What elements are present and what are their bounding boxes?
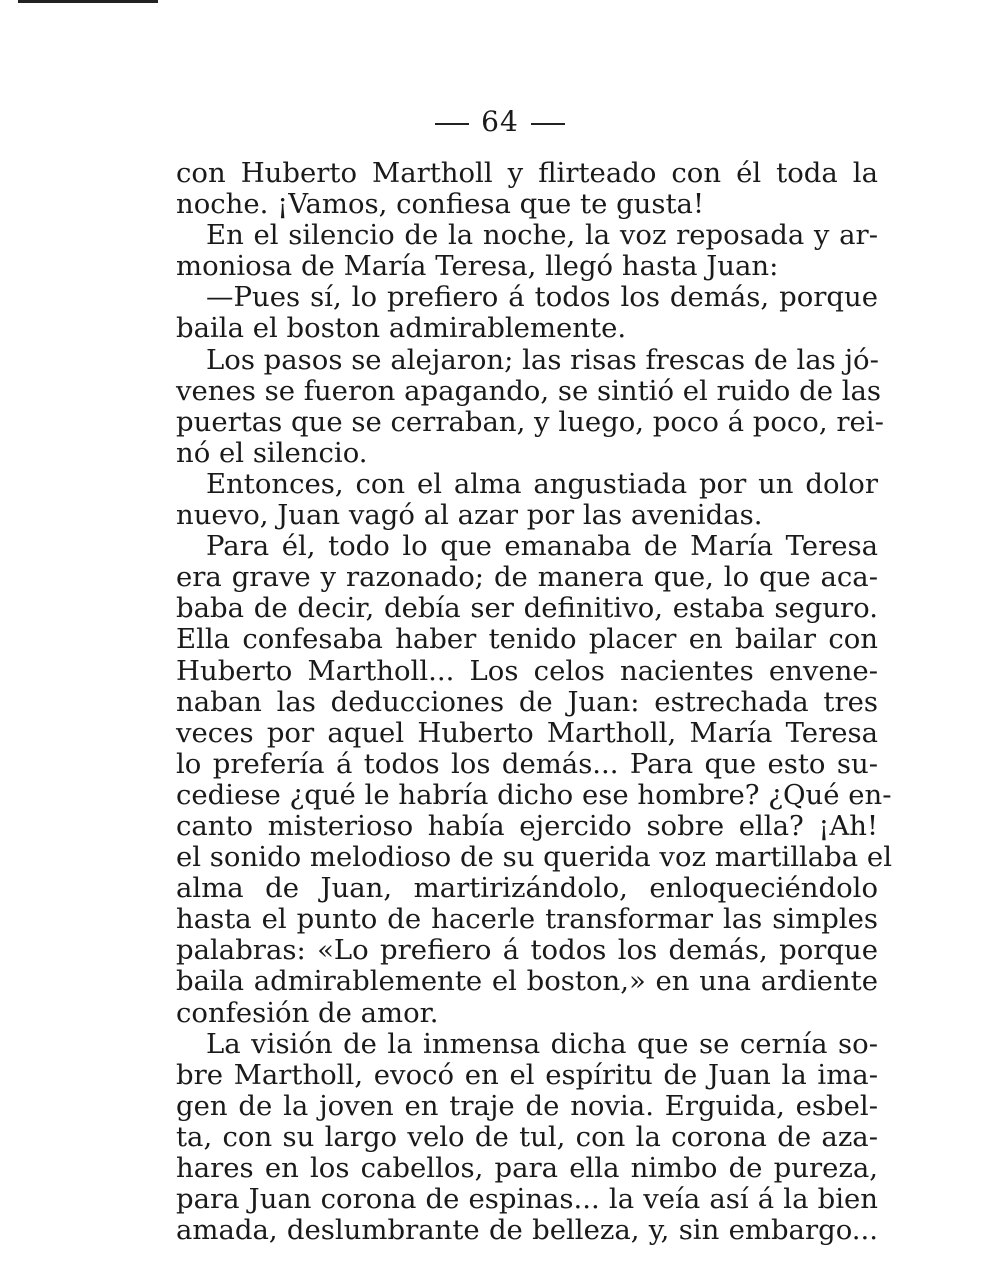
text-line: alma de Juan, martirizándolo, enloqueciéndolo — [176, 872, 878, 905]
page-header — [0, 105, 1000, 138]
text-line: veces por aquel Huberto Martholl, María Teresa — [176, 716, 878, 749]
text-line: baila el boston admirablemente. — [176, 312, 627, 345]
text-line: nuevo, Juan vagó al azar por las avenidas. — [176, 499, 763, 532]
text-line: moniosa de María Teresa, llegó hasta Juan: — [176, 250, 779, 283]
text-line: hasta el punto de hacerle transformar las simples — [176, 903, 878, 936]
top-rule — [18, 0, 158, 3]
text-line: naban las deducciones de Juan: estrechada tres — [176, 685, 878, 718]
text-line: Entonces, con el alma angustiada por un dolor — [206, 467, 878, 500]
text-line: En el silencio de la noche, la voz reposada y ar- — [206, 219, 878, 252]
text-line: confesión de amor. — [176, 996, 439, 1029]
text-line: era grave y razonado; de manera que, lo que aca- — [176, 561, 878, 594]
text-line: nó el silencio. — [176, 436, 368, 469]
text-line: Para él, todo lo que emanaba de María Teresa — [206, 530, 878, 563]
text-line: ta, con su largo velo de tul, con la corona de aza- — [176, 1120, 878, 1153]
text-line: venes se fueron apagando, se sintió el ruido de las — [176, 374, 882, 407]
text-line: hares en los cabellos, para ella nimbo de pureza, — [176, 1152, 878, 1184]
text-line: cediese ¿qué le habría dicho ese hombre? ¿Qué en- — [176, 778, 892, 811]
text-line: bre Martholl, evocó en el espíritu de Juan la ima- — [176, 1058, 878, 1091]
text-line: el sonido melodioso de su querida voz martillaba el — [176, 841, 892, 874]
text-line: Los pasos se alejaron; las risas frescas de las jó- — [206, 343, 879, 376]
text-line: La visión de la inmensa dicha que se cernía so- — [206, 1027, 878, 1060]
text-line: para Juan corona de espinas... la veía así á la bien — [176, 1183, 878, 1216]
text-line: baila admirablemente el boston,» en una ardiente — [176, 965, 878, 998]
text-line: —Pues sí, lo prefiero á todos los demás, porque — [206, 281, 878, 314]
text-line: canto misterioso había ejercido sobre ella? ¡Ah! — [176, 809, 878, 842]
right-dash — [531, 123, 565, 125]
text-line: gen de la joven en traje de novia. Erguida, esbel- — [176, 1089, 878, 1122]
text-line: noche. ¡Vamos, confiesa que te gusta! — [176, 188, 705, 221]
text-line: con Huberto Martholl y flirteado con él toda la — [176, 157, 878, 189]
body-text — [176, 157, 892, 1247]
text-line: amada, deslumbrante de belleza, y, sin embargo... — [176, 1214, 878, 1247]
text-line: Huberto Martholl... Los celos nacientes envene- — [176, 654, 878, 687]
text-line: lo prefería á todos los demás... Para que esto su- — [176, 747, 878, 780]
text-line: baba de decir, debía ser definitivo, estaba seguro. — [176, 592, 878, 625]
left-dash — [435, 123, 469, 125]
text-line: Ella confesaba haber tenido placer en bailar con — [176, 623, 878, 656]
text-line: puertas que se cerraban, y luego, poco á poco, rei- — [176, 405, 884, 438]
text-line: palabras: «Lo prefiero á todos los demás, porque — [176, 934, 878, 967]
page-number: 64 — [481, 105, 519, 138]
